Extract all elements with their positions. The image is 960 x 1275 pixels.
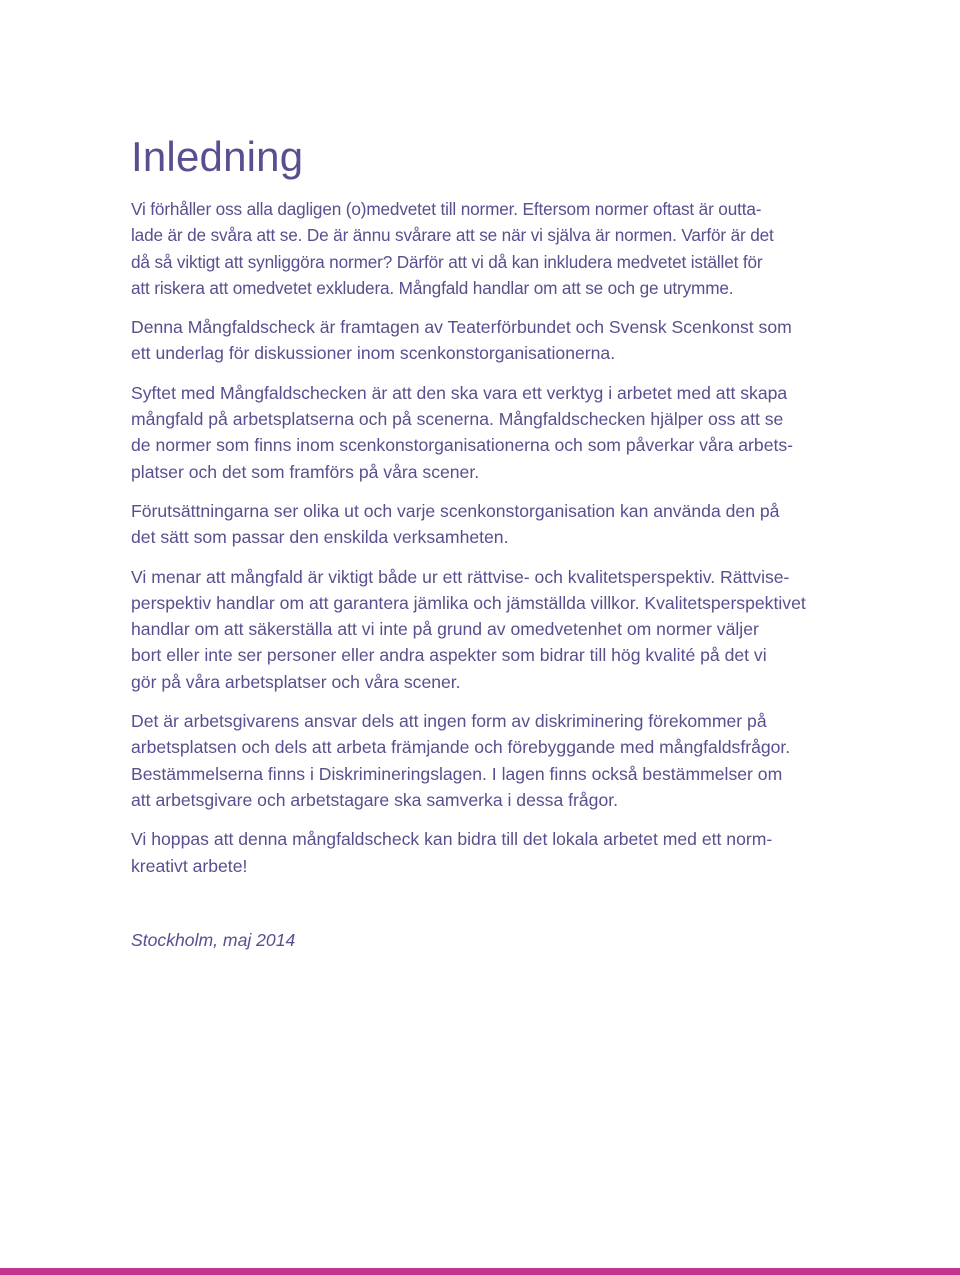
- text-line: Förutsättningarna ser olika ut och varje scenkonstorganisation kan använda den på: [131, 500, 780, 521]
- text-line: ett underlag för diskussioner inom scenkonstorganisationerna.: [131, 343, 616, 364]
- text-line: perspektiv handlar om att garantera jämlika och jämställda villkor. Kvalitetsperspektivet: [131, 592, 806, 613]
- text-line: det sätt som passar den enskilda verksamheten.: [131, 527, 509, 548]
- text-line: platser och det som framförs på våra scener.: [131, 461, 480, 482]
- text-line: Vi förhåller oss alla dagligen (o)medvetet till normer. Eftersom normer oftast är outta-: [131, 199, 762, 219]
- paragraph-purpose: [131, 380, 831, 485]
- text-line: då så viktigt att synliggöra normer? Därför att vi då kan inkludera medvetet istället för: [131, 251, 763, 272]
- text-line: lade är de svåra att se. De är ännu svårare att se när vi själva är normen. Varför är det: [131, 225, 774, 246]
- paragraph-conditions: [131, 498, 831, 551]
- text-line: Vi menar att mångfald är viktigt både ur ett rättvise- och kvalitetsperspektiv. Rättvise-: [131, 566, 790, 587]
- text-line: handlar om att säkerställa att vi inte på grund av omedvetenhet om normer väljer: [131, 619, 759, 640]
- place-and-date: Stockholm, maj 2014: [131, 929, 296, 950]
- text-line: bort eller inte ser personer eller andra aspekter som bidrar till hög kvalité på det vi: [131, 645, 767, 666]
- text-line: gör på våra arbetsplatser och våra scener.: [131, 671, 461, 692]
- paragraph-perspectives: [131, 564, 831, 695]
- text-line: Det är arbetsgivarens ansvar dels att ingen form av diskriminering förekommer på: [131, 711, 767, 732]
- text-line: att riskera att omedvetet exkludera. Mångfald handlar om att se och ge utrymme.: [131, 277, 734, 298]
- text-line: arbetsplatsen och dels att arbeta främjande och förebyggande med mångfaldsfrågor.: [131, 737, 791, 758]
- page-content: [131, 128, 831, 953]
- text-line: Bestämmelserna finns i Diskrimineringslagen. I lagen finns också bestämmelser om: [131, 763, 783, 784]
- page-title: Inledning: [131, 133, 304, 180]
- text-line: Denna Mångfaldscheck är framtagen av Teaterförbundet och Svensk Scenkonst som: [131, 317, 792, 338]
- text-line: de normer som finns inom scenkonstorganisationerna och som påverkar våra arbets-: [131, 435, 794, 456]
- text-line: Vi hoppas att denna mångfaldscheck kan bidra till det lokala arbetet med ett norm-: [131, 829, 773, 850]
- text-line: kreativt arbete!: [131, 855, 248, 876]
- text-line: att arbetsgivare och arbetstagare ska samverka i dessa frågor.: [131, 789, 619, 810]
- paragraph-origin: [131, 314, 831, 367]
- paragraph-closing: [131, 826, 831, 879]
- paragraph-intro: [131, 196, 831, 301]
- bottom-accent-rule: [0, 1268, 960, 1275]
- text-line: Syftet med Mångfaldschecken är att den ska vara ett verktyg i arbetet med att skapa: [131, 382, 788, 403]
- paragraph-employer-responsibility: [131, 708, 831, 813]
- text-line: mångfald på arbetsplatserna och på scenerna. Mångfaldschecken hjälper oss att se: [131, 409, 784, 430]
